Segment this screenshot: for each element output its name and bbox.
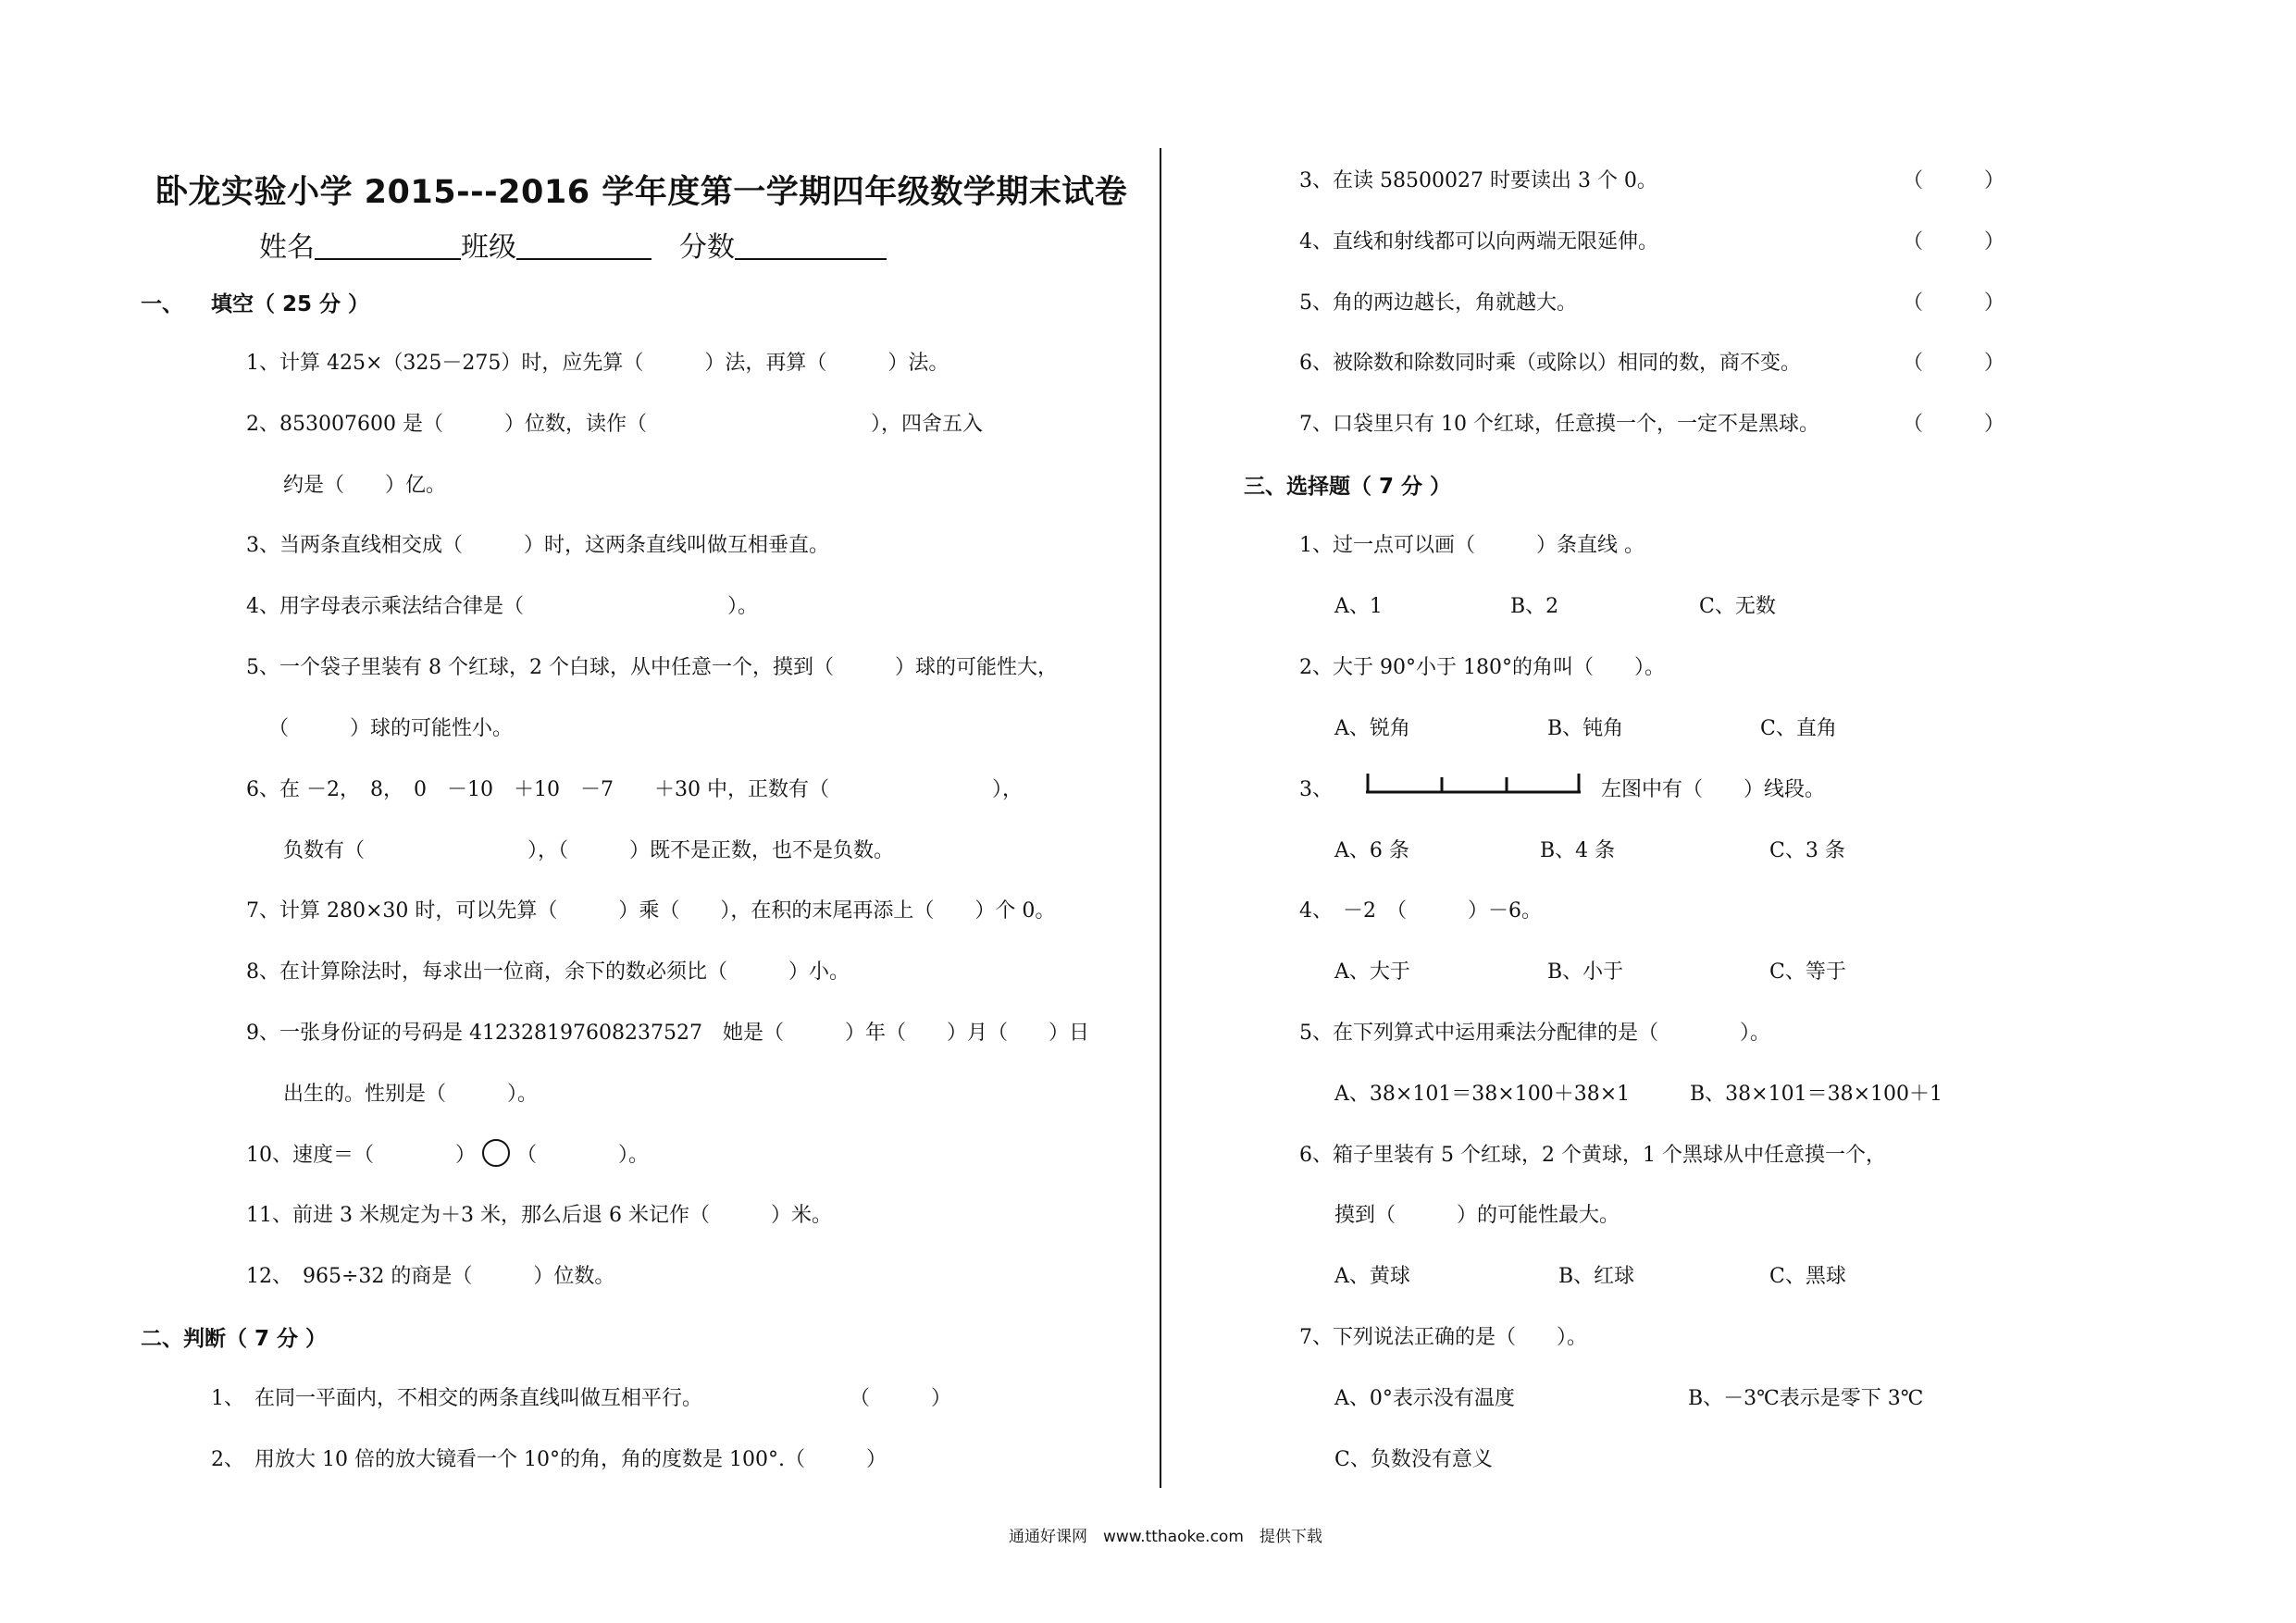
choice-q3-number: 3、: [1299, 778, 1333, 801]
choice-q5: 5、在下列算式中运用乘法分配律的是（ ）。: [1299, 1022, 1770, 1045]
judge-item-1: 1、 在同一平面内，不相交的两条直线叫做互相平行。: [211, 1387, 702, 1410]
choice-q5-a[interactable]: A、38×101＝38×100＋38×1: [1334, 1083, 1631, 1106]
fill-item-9-cont: 出生的。性别是（ ）。: [283, 1083, 539, 1106]
fill-item-4: 4、用字母表示乘法结合律是（ ）。: [246, 595, 758, 618]
choice-q3-b[interactable]: B、4 条: [1540, 839, 1616, 862]
fill-item-9: 9、一张身份证的号码是 412328197608237527 她是（ ）年（ ）月（ ）日: [246, 1022, 1089, 1045]
student-info: [259, 224, 887, 265]
class-blank[interactable]: [516, 232, 652, 260]
choice-q1-b[interactable]: B、2: [1510, 595, 1559, 618]
judge-item-5: 5、角的两边越长，角就越大。: [1299, 291, 1577, 315]
fill-item-3: 3、当两条直线相交成（ ）时，这两条直线叫做互相垂直。: [246, 534, 829, 557]
fill-item-10: [246, 1139, 649, 1168]
judge-item-4: 4、直线和射线都可以向两端无限延伸。: [1299, 230, 1658, 254]
fill-item-5-cont: （ ）球的可能性小。: [268, 717, 514, 740]
judge-item-3-paren[interactable]: （ ）: [1903, 169, 2005, 192]
judge-item-7-paren[interactable]: （ ）: [1903, 413, 2005, 436]
judge-item-2: 2、 用放大 10 倍的放大镜看一个 10°的角，角的度数是 100°.（ ）: [211, 1448, 887, 1471]
fill-item-10-tail: （ ）。: [516, 1144, 650, 1167]
fill-item-5: 5、一个袋子里装有 8 个红球，2 个白球，从中任意一个，摸到（ ）球的可能性大，: [246, 656, 1058, 679]
judge-item-4-paren[interactable]: （ ）: [1903, 230, 2005, 254]
fill-item-8: 8、在计算除法时，每求出一位商，余下的数必须比（ ）小。: [246, 960, 850, 984]
fill-item-12: 12、 965÷32 的商是（ ）位数。: [246, 1265, 615, 1288]
name-label: 姓名: [259, 231, 315, 264]
judge-item-5-paren[interactable]: （ ）: [1903, 291, 2005, 315]
choice-q6-cont: 摸到（ ）的可能性最大。: [1334, 1204, 1620, 1227]
choice-q3-c[interactable]: C、3 条: [1769, 839, 1845, 862]
choice-q7: 7、下列说法正确的是（ ）。: [1299, 1326, 1587, 1349]
fill-item-2: 2、853007600 是（ ）位数，读作（ ），四舍五入: [246, 413, 983, 436]
fill-item-6-cont: 负数有（ ），（ ）既不是正数，也不是负数。: [283, 839, 895, 862]
choice-q4-a[interactable]: A、大于: [1334, 960, 1410, 984]
fill-item-10-text: 10、速度＝（ ）: [246, 1144, 476, 1167]
judge-item-7: 7、口袋里只有 10 个红球，任意摸一个，一定不是黑球。: [1299, 413, 1819, 436]
exam-title: 卧龙实验小学 2015---2016 学年度第一学期四年级数学期末试卷: [155, 174, 1128, 211]
page-footer: 通通好课网 www.tthaoke.com 提供下载: [1009, 1528, 1322, 1546]
choice-q5-b[interactable]: B、38×101＝38×100＋1: [1690, 1083, 1943, 1106]
class-label: 班级: [461, 231, 516, 264]
choice-q6-a[interactable]: A、黄球: [1334, 1265, 1410, 1288]
section-2-heading: 二、判断（ 7 分 ）: [141, 1327, 328, 1351]
fill-item-1: 1、计算 425×（325－275）时，应先算（ ）法，再算（ ）法。: [246, 352, 949, 375]
score-blank[interactable]: [735, 232, 887, 260]
choice-q1-c[interactable]: C、无数: [1699, 595, 1776, 618]
fill-item-11: 11、前进 3 米规定为＋3 米，那么后退 6 米记作（ ）米。: [246, 1204, 832, 1227]
choice-q2-c[interactable]: C、直角: [1760, 717, 1837, 740]
judge-item-3: 3、在读 58500027 时要读出 3 个 0。: [1299, 169, 1657, 192]
choice-q7-c[interactable]: C、负数没有意义: [1334, 1448, 1493, 1471]
section-1-number: 一、: [141, 292, 183, 316]
choice-q3-a[interactable]: A、6 条: [1334, 839, 1409, 862]
choice-q7-a[interactable]: A、0°表示没有温度: [1334, 1387, 1515, 1410]
choice-q7-b[interactable]: B、－3℃表示是零下 3℃: [1688, 1387, 1924, 1410]
choice-q2: 2、大于 90°小于 180°的角叫（ ）。: [1299, 656, 1665, 679]
operator-circle-icon: [482, 1139, 510, 1167]
choice-q1-a[interactable]: A、1: [1334, 595, 1383, 618]
choice-q4-c[interactable]: C、等于: [1769, 960, 1846, 984]
name-blank[interactable]: [315, 232, 461, 260]
choice-q3: 左图中有（ ）线段。: [1601, 778, 1826, 801]
choice-q4: 4、 －2 （ ）－6。: [1299, 899, 1542, 923]
section-1-heading: 填空（ 25 分 ）: [211, 292, 370, 316]
choice-q1: 1、过一点可以画（ ）条直线 。: [1299, 534, 1644, 557]
section-3-heading: 三、选择题（ 7 分 ）: [1244, 475, 1452, 499]
judge-item-6: 6、被除数和除数同时乘（或除以）相同的数，商不变。: [1299, 352, 1801, 375]
line-segment-figure-icon: [1364, 768, 1582, 796]
score-label: 分数: [679, 231, 735, 264]
choice-q6: 6、箱子里装有 5 个红球，2 个黄球，1 个黑球从中任意摸一个，: [1299, 1144, 1886, 1167]
choice-q2-a[interactable]: A、锐角: [1334, 717, 1410, 740]
choice-q6-c[interactable]: C、黑球: [1769, 1265, 1846, 1288]
fill-item-6: 6、在 －2， 8， 0 －10 ＋10 －7 ＋30 中，正数有（ ），: [246, 778, 1023, 801]
choice-q2-b[interactable]: B、钝角: [1547, 717, 1624, 740]
choice-q4-b[interactable]: B、小于: [1547, 960, 1624, 984]
judge-item-6-paren[interactable]: （ ）: [1903, 352, 2005, 375]
judge-item-1-paren[interactable]: （ ）: [850, 1387, 952, 1410]
choice-q6-b[interactable]: B、红球: [1558, 1265, 1635, 1288]
fill-item-7: 7、计算 280×30 时，可以先算（ ）乘（ ），在积的末尾再添上（ ）个 0。: [246, 899, 1056, 923]
column-divider: [1160, 148, 1161, 1488]
fill-item-2-cont: 约是（ ）亿。: [283, 474, 447, 497]
